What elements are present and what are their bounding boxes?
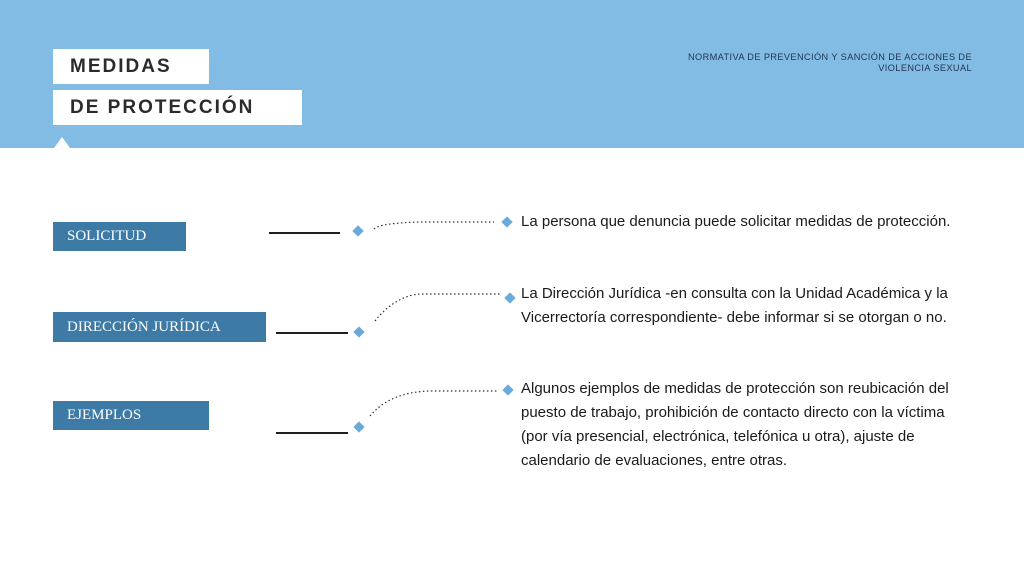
bullet-diamond-2 — [504, 292, 515, 303]
label-solicitud: SOLICITUD — [53, 222, 186, 251]
diamond-left-1 — [352, 225, 363, 236]
page-title-line2: DE PROTECCIÓN — [53, 90, 302, 125]
diamond-left-2 — [353, 326, 364, 337]
description-solicitud: La persona que denuncia puede solicitar medidas de protección. — [521, 213, 951, 230]
dotted-connector-2 — [375, 294, 500, 321]
description-ejemplos: Algunos ejemplos de medidas de protección son reubicación del puesto de trabajo, prohibición de contacto directo con la víctima (por vía presencial, electrónica, telefónica u otra), ajuste de calendario de evaluaciones, entre otras. — [521, 380, 949, 469]
document-subtitle: NORMATIVA DE PREVENCIÓN Y SANCIÓN DE ACCIONES DE VIOLENCIA SEXUAL — [688, 52, 972, 73]
dotted-connector-3 — [370, 391, 497, 416]
diamond-left-3 — [353, 421, 364, 432]
label-direccion-juridica: DIRECCIÓN JURÍDICA — [53, 312, 266, 342]
label-ejemplos: EJEMPLOS — [53, 401, 209, 430]
description-direccion-juridica: La Dirección Jurídica -en consulta con la Unidad Académica y la Vicerrectoría correspondiente- debe informar si se otorgan o no. — [521, 285, 948, 326]
bullet-diamond-1 — [501, 216, 512, 227]
page-title-line1: MEDIDAS — [53, 49, 209, 84]
bullet-diamond-3 — [502, 384, 513, 395]
dotted-connector-1 — [374, 222, 494, 229]
